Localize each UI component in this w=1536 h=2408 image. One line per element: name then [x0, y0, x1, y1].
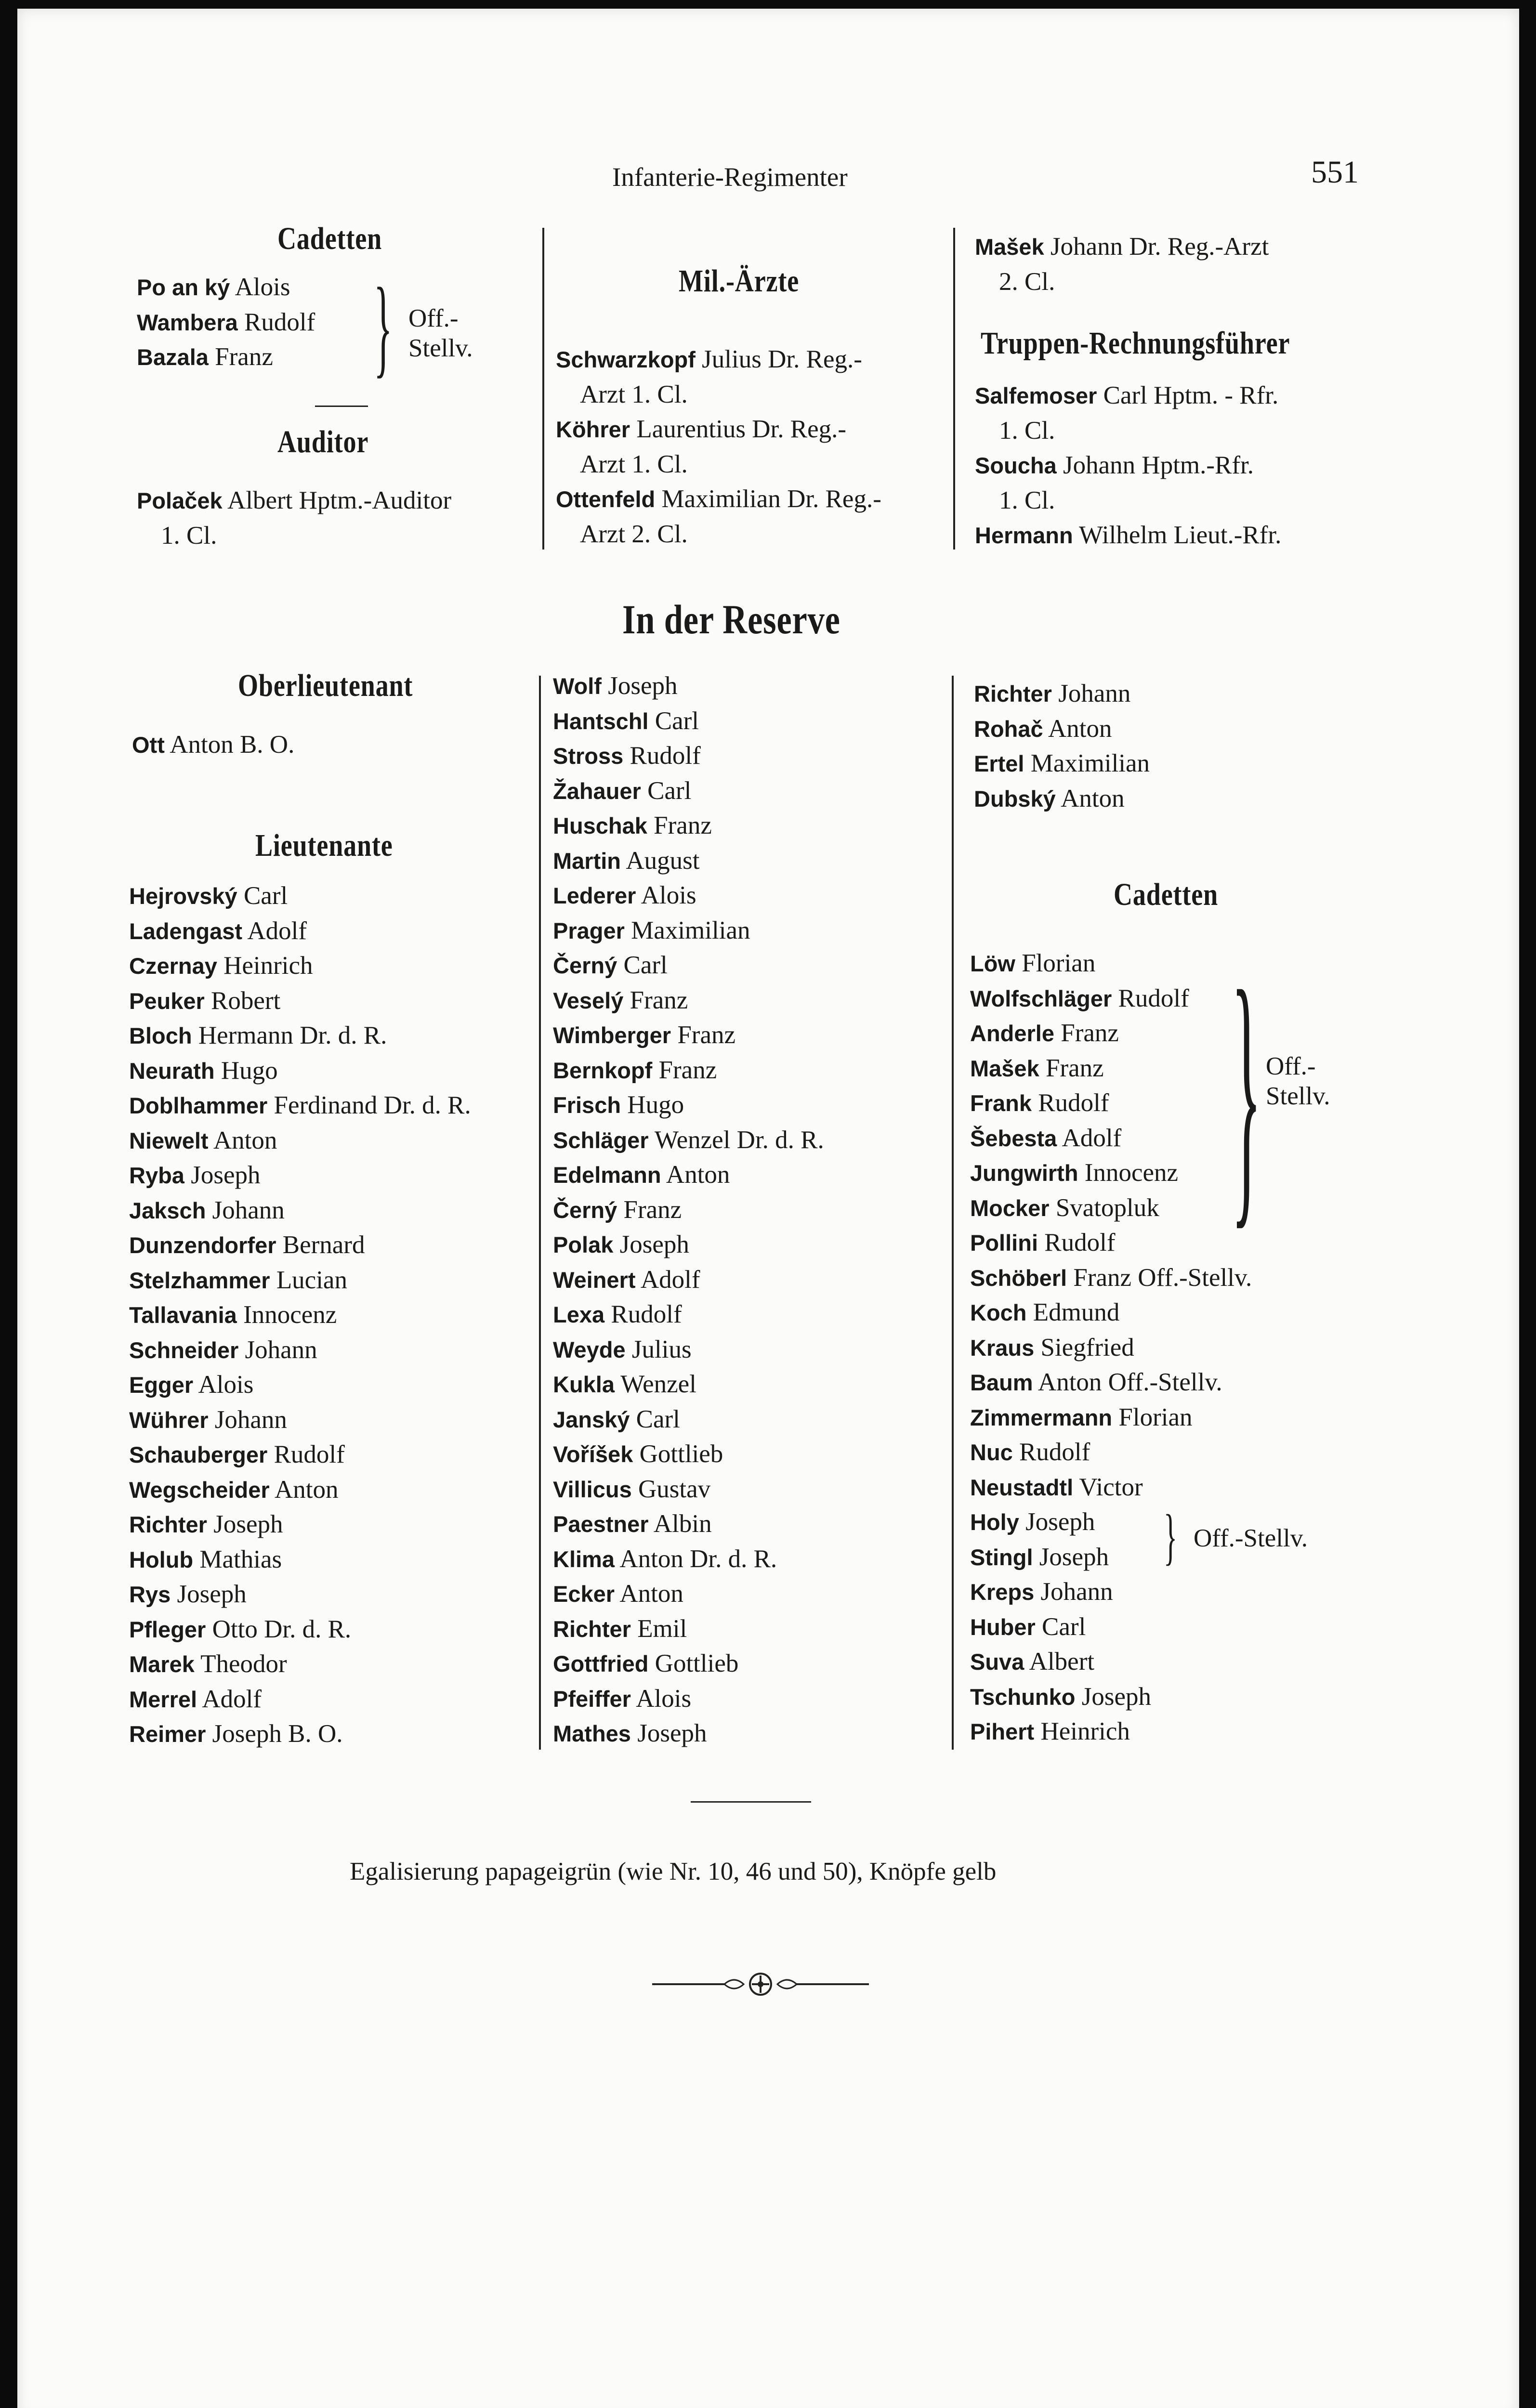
given-name: Johann — [238, 1335, 317, 1364]
brace-icon: } — [1231, 932, 1262, 1252]
surname: Ladengast — [129, 918, 243, 944]
cadetten-reserve-heading: Cadetten — [1114, 877, 1218, 912]
list-item — [970, 1260, 1252, 1296]
list-item — [553, 1227, 824, 1262]
given-name: Albin — [648, 1510, 712, 1538]
reserve-heading: In der Reserve — [622, 596, 840, 642]
oberleutnant-heading: Oberlieutenant — [238, 668, 413, 703]
given-name: Franz — [1039, 1054, 1104, 1082]
list-item — [553, 1123, 824, 1158]
given-name: Joseph — [601, 672, 678, 700]
list-item — [553, 1367, 824, 1402]
oberleutnant-entry: Ott Anton B. O. — [132, 731, 295, 759]
surname: Tallavania — [129, 1302, 237, 1328]
list-item — [129, 948, 471, 983]
surname: Kukla — [553, 1372, 615, 1397]
surname: Martin — [553, 848, 621, 874]
list-item — [553, 913, 824, 948]
list-item — [129, 1123, 471, 1158]
given-name: Johann — [208, 1405, 287, 1434]
list-item — [553, 1437, 824, 1472]
surname: Hantschl — [553, 708, 649, 734]
surname: Doblhammer — [129, 1093, 268, 1118]
list-item — [553, 1297, 824, 1332]
column-rule — [952, 676, 954, 1750]
list-item — [129, 1437, 471, 1472]
list-item — [970, 1121, 1252, 1156]
given-name: Carl — [617, 951, 668, 979]
list-item: Bazala Franz — [137, 343, 273, 371]
surname: Neurath — [129, 1058, 215, 1084]
given-name: Joseph — [207, 1510, 283, 1538]
given-name: Hugo — [621, 1091, 684, 1119]
given-name: Hugo — [214, 1056, 278, 1085]
list-item — [129, 1472, 471, 1507]
list-item — [129, 1053, 471, 1088]
list-item — [553, 1542, 824, 1577]
surname: Baum — [970, 1370, 1033, 1395]
surname: Dubský — [974, 785, 1056, 811]
surname: Schöberl — [970, 1265, 1067, 1291]
list-item — [970, 1644, 1252, 1679]
given-name: Mathias — [193, 1545, 282, 1573]
list-item — [553, 1157, 824, 1192]
given-name: Robert — [204, 986, 281, 1015]
surname: Pfeiffer — [553, 1686, 631, 1712]
surname: Paestner — [553, 1511, 649, 1537]
given-name: Rudolf — [1038, 1229, 1116, 1256]
given-name: Johann — [1051, 680, 1131, 707]
rechnungsfuehrer-list: Salfemoser Carl Hptm. - Rfr. 1. Cl. Soucha Johann Hptm.-Rfr. 1. Cl. Hermann Wilhelm Lieut.-Rfr. — [975, 378, 1281, 553]
list-item — [553, 843, 824, 878]
given-name: Franz — [623, 986, 688, 1014]
list-item — [553, 704, 824, 739]
surname: Zimmermann — [970, 1404, 1113, 1430]
given-name: Innocenz — [236, 1301, 337, 1329]
surname: Schläger — [553, 1127, 649, 1153]
list-item — [553, 1402, 824, 1437]
given-name: August — [621, 846, 700, 875]
list-item — [553, 1576, 824, 1611]
given-name: Franz Off.-Stellv. — [1067, 1263, 1252, 1292]
surname: Hejrovský — [129, 883, 237, 909]
surname: Černý — [553, 953, 617, 978]
given-name: Hermann Dr. d. R. — [192, 1021, 387, 1049]
list-item — [129, 1507, 471, 1542]
surname: Richter — [129, 1512, 207, 1537]
surname: Villicus — [553, 1476, 632, 1502]
surname: Wolfschläger — [970, 985, 1112, 1011]
surname: Žahauer — [553, 778, 641, 804]
list-item — [129, 1612, 471, 1647]
surname: Marek — [129, 1651, 195, 1677]
list-item — [553, 1716, 824, 1751]
surname: Niewelt — [129, 1127, 209, 1153]
list-item: Wambera Rudolf — [137, 308, 315, 336]
list-item: Soucha Johann Hptm.-Rfr. — [975, 451, 1254, 479]
given-name: Wenzel Dr. d. R. — [648, 1125, 824, 1154]
cadetten-reserve-list — [970, 946, 1252, 1749]
given-name: Bernard — [276, 1231, 365, 1259]
given-name: Franz — [617, 1195, 682, 1224]
surname: Merrel — [129, 1686, 197, 1712]
surname: Weyde — [553, 1336, 626, 1362]
given-name: Rudolf — [1112, 984, 1189, 1012]
list-item — [553, 1611, 824, 1647]
list-item: Hermann Wilhelm Lieut.-Rfr. — [975, 521, 1282, 549]
given-name: Carl — [1035, 1612, 1086, 1641]
surname: Wimberger — [553, 1022, 671, 1048]
surname: Huber — [970, 1614, 1036, 1640]
given-name: Alois — [193, 1371, 254, 1399]
column-rule — [953, 228, 955, 550]
given-name: Rudolf — [623, 742, 701, 770]
given-name: Heinrich — [1034, 1717, 1130, 1745]
list-item — [970, 1435, 1252, 1470]
surname: Kreps — [970, 1579, 1035, 1605]
list-item — [129, 1228, 471, 1263]
given-name: Florian — [1112, 1403, 1193, 1431]
given-name: Edmund — [1026, 1298, 1120, 1326]
list-item — [129, 983, 471, 1019]
surname: Bloch — [129, 1023, 192, 1048]
rechnungsfuehrer-heading: Truppen-Rechnungsführer — [981, 326, 1290, 361]
surname: Frank — [970, 1090, 1032, 1116]
surname: Jaksch — [129, 1197, 206, 1223]
surname: Prager — [553, 917, 625, 943]
surname: Egger — [129, 1372, 194, 1398]
given-name: Innocenz — [1078, 1159, 1179, 1187]
auditor-entry: Polaček Albert Hptm.-Auditor 1. Cl. — [137, 486, 452, 550]
given-name: Johann — [206, 1196, 285, 1224]
given-name: Adolf — [242, 916, 307, 945]
surname: Koch — [970, 1300, 1027, 1325]
list-item — [553, 983, 824, 1018]
surname: Ryba — [129, 1163, 184, 1188]
given-name: Gottlieb — [648, 1649, 739, 1677]
surname: Holub — [129, 1546, 194, 1572]
ornament-icon — [652, 1970, 869, 1999]
list-item — [970, 1679, 1252, 1714]
cadetten-heading: Cadetten — [277, 221, 382, 256]
surname: Klima — [553, 1546, 615, 1572]
surname: Polak — [553, 1232, 614, 1257]
list-item — [553, 1681, 824, 1716]
brace-icon: } — [1164, 1502, 1178, 1571]
page-sheet — [17, 9, 1519, 2408]
list-item — [974, 711, 1150, 746]
list-item — [970, 946, 1252, 981]
list-item — [129, 1577, 471, 1612]
given-name: Ferdinand Dr. d. R. — [267, 1091, 471, 1119]
given-name: Carl — [641, 776, 692, 805]
list-item — [974, 746, 1150, 781]
surname: Wührer — [129, 1407, 209, 1433]
list-item — [970, 1086, 1252, 1121]
surname: Stingl — [970, 1544, 1033, 1570]
surname: Janský — [553, 1406, 630, 1432]
list-item — [970, 1225, 1252, 1260]
given-name: Victor — [1073, 1473, 1143, 1501]
list-item — [970, 1574, 1252, 1610]
list-item — [553, 1192, 824, 1228]
list-item — [129, 1682, 471, 1717]
surname: Wegscheider — [129, 1477, 270, 1503]
given-name: Adolf — [197, 1685, 262, 1713]
list-item — [129, 914, 471, 949]
surname: Anderle — [970, 1021, 1054, 1046]
list-item — [970, 1610, 1252, 1645]
given-name: Joseph — [630, 1719, 707, 1747]
given-name: Emil — [630, 1614, 687, 1643]
surname: Weinert — [553, 1267, 636, 1293]
given-name: Albert — [1024, 1648, 1095, 1675]
given-name: Adolf — [635, 1265, 700, 1294]
given-name: Anton — [1055, 784, 1125, 812]
surname: Černý — [553, 1197, 617, 1223]
cadetten-note: Off.- Stellv. — [408, 304, 473, 362]
surname: Suva — [970, 1649, 1024, 1675]
list-item — [970, 1714, 1252, 1749]
given-name: Joseph B. O. — [206, 1720, 343, 1748]
given-name: Gustav — [631, 1475, 711, 1503]
given-name: Florian — [1015, 949, 1096, 977]
surname: Veselý — [553, 987, 624, 1013]
list-item: Po an ký Alois — [137, 273, 290, 301]
given-name: Carl — [630, 1405, 680, 1433]
list-item — [974, 676, 1150, 711]
list-item — [553, 878, 824, 913]
given-name: Anton Off.-Stellv. — [1033, 1368, 1222, 1396]
given-name: Alois — [636, 881, 696, 909]
list-item — [970, 1155, 1252, 1191]
list-item — [129, 1367, 471, 1402]
footer-note: Egalisierung papageigrün (wie Nr. 10, 46 und 50), Knöpfe gelb — [350, 1858, 997, 1885]
cadetten-list — [137, 270, 315, 375]
reserve-right-list — [974, 676, 1150, 816]
brace-icon: } — [374, 265, 393, 388]
divider — [315, 406, 368, 407]
surname: Mathes — [553, 1721, 631, 1746]
given-name: Otto Dr. d. R. — [206, 1615, 352, 1643]
given-name: Theodor — [194, 1650, 287, 1678]
column-rule — [542, 228, 544, 550]
surname: Rohač — [974, 716, 1043, 742]
given-name: Wenzel — [615, 1370, 696, 1398]
list-item: Salfemoser Carl Hptm. - Rfr. — [975, 381, 1279, 409]
list-item — [129, 1193, 471, 1228]
surname: Šebesta — [970, 1125, 1057, 1151]
list-item — [129, 1158, 471, 1193]
given-name: Maximilian — [624, 916, 750, 944]
given-name: Maximilian — [1024, 749, 1150, 777]
given-name: Joseph — [613, 1230, 689, 1258]
surname: Wolf — [553, 673, 602, 699]
given-name: Joseph — [171, 1580, 247, 1608]
surname: Mašek — [970, 1055, 1039, 1081]
list-item — [553, 1472, 824, 1507]
surname: Schneider — [129, 1337, 239, 1363]
given-name: Anton — [1043, 714, 1112, 743]
surname: Stross — [553, 743, 624, 769]
surname: Ecker — [553, 1581, 615, 1607]
list-item — [553, 1087, 824, 1123]
surname: Tschunko — [970, 1684, 1076, 1710]
list-item — [129, 1263, 471, 1298]
list-item — [129, 1647, 471, 1682]
mil-aerzte-heading: Mil.-Ärzte — [679, 263, 800, 299]
given-name: Siegfried — [1034, 1333, 1134, 1361]
surname: Stelzhammer — [129, 1267, 270, 1293]
surname: Lexa — [553, 1302, 605, 1327]
given-name: Carl — [237, 882, 288, 910]
surname: Reimer — [129, 1721, 206, 1747]
given-name: Anton — [615, 1580, 683, 1608]
given-name: Anton — [269, 1475, 339, 1504]
cadetten-group-note: Off.- Stellv. — [1266, 1052, 1330, 1110]
given-name: Lucian — [270, 1266, 347, 1294]
list-item — [553, 948, 824, 983]
list-item — [553, 1506, 824, 1542]
surname: Mocker — [970, 1195, 1050, 1221]
given-name: Joseph — [1075, 1682, 1152, 1711]
list-item — [553, 1262, 824, 1297]
surname: Richter — [553, 1616, 631, 1642]
given-name: Rudolf — [604, 1300, 682, 1328]
list-item — [129, 1542, 471, 1577]
list-item — [553, 1646, 824, 1681]
list-item: Köhrer Laurentius Dr. Reg.- — [556, 415, 847, 443]
list-item — [553, 1053, 824, 1088]
surname: Pihert — [970, 1719, 1035, 1744]
surname: Voříšek — [553, 1441, 633, 1467]
running-head: Infanterie-Regimenter — [612, 162, 848, 192]
given-name: Svatopluk — [1049, 1193, 1159, 1222]
given-name: Rudolf — [1012, 1438, 1090, 1466]
surname: Bernkopf — [553, 1057, 653, 1083]
surname: Richter — [974, 681, 1052, 707]
surname: Gottfried — [553, 1651, 649, 1676]
list-item — [970, 1016, 1252, 1051]
list-item: Ottenfeld Maximilian Dr. Reg.- — [556, 485, 881, 513]
list-item — [553, 668, 824, 704]
surname: Frisch — [553, 1092, 621, 1118]
divider — [691, 1801, 811, 1803]
given-name: Julius — [625, 1335, 692, 1363]
list-item — [970, 1365, 1252, 1400]
list-item — [970, 1330, 1252, 1365]
list-item — [129, 1018, 471, 1053]
page-number: 551 — [1311, 155, 1359, 190]
given-name: Rudolf — [1032, 1089, 1109, 1117]
list-item — [129, 1297, 471, 1333]
given-name: Carl — [648, 707, 699, 735]
surname: Rys — [129, 1582, 171, 1607]
surname: Dunzendorfer — [129, 1232, 276, 1258]
list-item — [553, 773, 824, 809]
auditor-heading: Auditor — [277, 424, 369, 459]
surname: Jungwirth — [970, 1160, 1078, 1186]
surname: Schauberger — [129, 1442, 268, 1467]
lieutenante-list — [129, 878, 471, 1752]
column-rule — [539, 676, 541, 1750]
given-name: Joseph — [1033, 1543, 1109, 1571]
given-name: Alois — [630, 1684, 692, 1713]
list-item — [970, 1295, 1252, 1330]
surname: Huschak — [553, 813, 647, 838]
surname: Löw — [970, 951, 1015, 976]
surname: Kraus — [970, 1335, 1035, 1361]
list-item — [553, 1332, 824, 1367]
surname: Holy — [970, 1509, 1019, 1535]
given-name: Gottlieb — [633, 1440, 723, 1468]
given-name: Franz — [647, 811, 712, 839]
pair-note: Off.-Stellv. — [1194, 1524, 1308, 1552]
list-item — [970, 1191, 1252, 1226]
given-name: Anton — [661, 1161, 730, 1189]
masek-entry: Mašek Johann Dr. Reg.-Arzt 2. Cl. — [975, 233, 1269, 296]
list-item — [553, 808, 824, 843]
given-name: Heinrich — [217, 952, 313, 980]
list-item — [970, 981, 1252, 1016]
given-name: Rudolf — [267, 1440, 345, 1468]
list-item — [553, 738, 824, 773]
given-name: Anton Dr. d. R. — [615, 1544, 777, 1573]
list-item — [129, 878, 471, 914]
surname: Neustadtl — [970, 1474, 1074, 1500]
given-name: Joseph — [1019, 1508, 1095, 1536]
given-name: Franz — [671, 1021, 736, 1049]
surname: Ertel — [974, 751, 1024, 776]
surname: Edelmann — [553, 1162, 661, 1188]
given-name: Franz — [1054, 1019, 1119, 1047]
list-item — [970, 1470, 1252, 1505]
list-item — [553, 1018, 824, 1053]
list-item — [974, 781, 1150, 816]
surname: Czernay — [129, 953, 217, 979]
reserve-middle-list — [553, 668, 824, 1751]
list-item — [129, 1088, 471, 1123]
given-name: Anton — [208, 1126, 277, 1154]
given-name: Johann — [1034, 1578, 1113, 1606]
list-item — [129, 1333, 471, 1368]
given-name: Joseph — [184, 1161, 261, 1189]
list-item: Schwarzkopf Julius Dr. Reg.- — [556, 345, 862, 373]
surname: Nuc — [970, 1440, 1013, 1465]
given-name: Adolf — [1057, 1124, 1122, 1152]
surname: Lederer — [553, 883, 636, 908]
list-item — [129, 1402, 471, 1438]
lieutenante-heading: Lieutenante — [255, 828, 393, 863]
surname: Peuker — [129, 988, 205, 1014]
list-item — [129, 1716, 471, 1752]
given-name: Franz — [652, 1056, 717, 1084]
mil-aerzte-list: Schwarzkopf Julius Dr. Reg.- Arzt 1. Cl. Köhrer Laurentius Dr. Reg.- Arzt 1. Cl. Ottenfeld Maximilian Dr. Reg.- Arzt 2. Cl. — [556, 342, 881, 551]
list-item — [970, 1400, 1252, 1435]
surname: Pfleger — [129, 1616, 206, 1642]
list-item — [970, 1051, 1252, 1086]
surname: Pollini — [970, 1230, 1038, 1256]
